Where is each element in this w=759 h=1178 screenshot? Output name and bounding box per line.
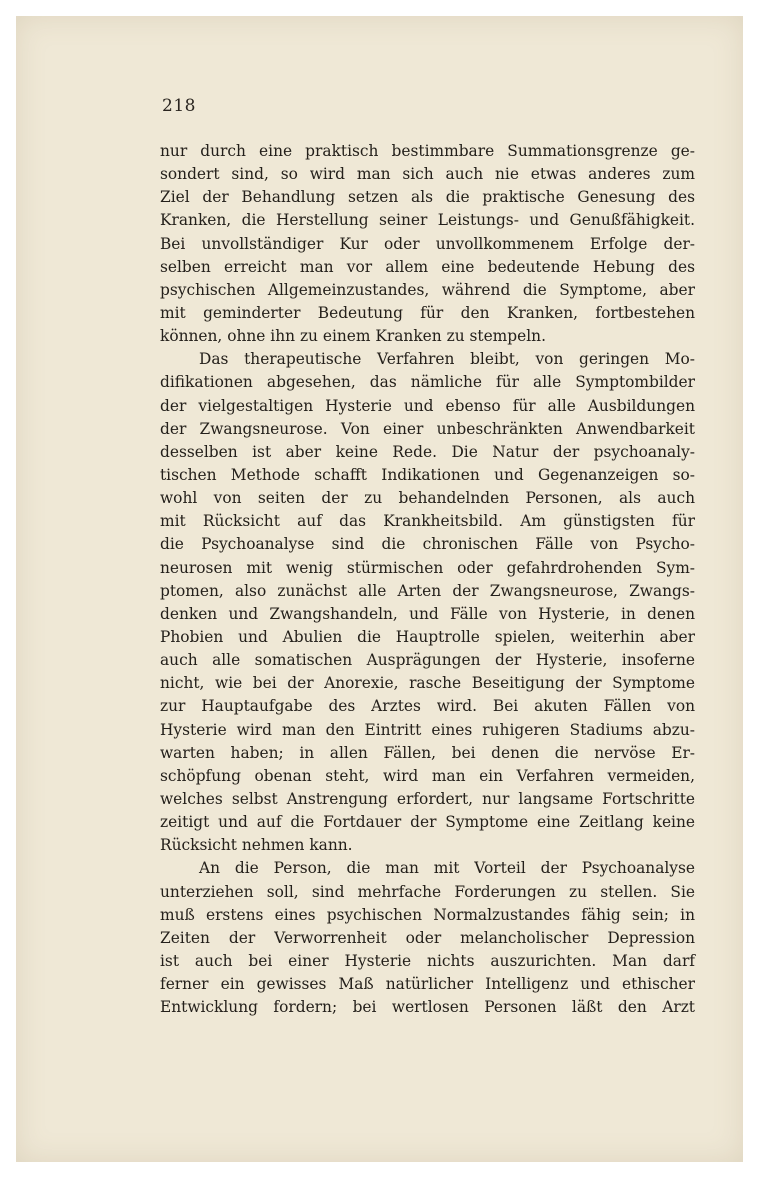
- text-line: Hysterie wird man den Eintritt eines ruhigeren Stadiums abzu-: [160, 720, 695, 739]
- text-line: Entwicklung fordern; bei wertlosen Personen läßt den Arzt: [160, 998, 695, 1017]
- text-line: muß erstens eines psychischen Normalzustandes fähig sein; in: [160, 905, 695, 924]
- text-line: die Psychoanalyse sind die chronischen Fälle von Psycho-: [160, 535, 695, 554]
- text-line: tischen Methode schafft Indikationen und Gegenanzeigen so-: [160, 465, 695, 484]
- text-line: ptomen, also zunächst alle Arten der Zwangsneurose, Zwangs-: [160, 581, 695, 600]
- text-line: ist auch bei einer Hysterie nichts auszurichten. Man darf: [160, 951, 695, 970]
- text-line: Das therapeutische Verfahren bleibt, von geringen Mo-: [199, 350, 695, 369]
- text-line: Ziel der Behandlung setzen als die praktische Genesung des: [160, 188, 695, 207]
- text-line: desselben ist aber keine Rede. Die Natur der psychoanaly-: [160, 442, 695, 461]
- text-line: sondert sind, so wird man sich auch nie etwas anderes zum: [160, 165, 695, 184]
- text-line: psychischen Allgemeinzustandes, während die Symptome, aber: [160, 280, 695, 299]
- body-text: [160, 140, 695, 1019]
- text-line: difikationen abgesehen, das nämliche für alle Symptombilder: [160, 373, 695, 392]
- text-line: welches selbst Anstrengung erfordert, nur langsame Fortschritte: [160, 789, 695, 808]
- text-line: selben erreicht man vor allem eine bedeutende Hebung des: [160, 257, 695, 276]
- text-line: An die Person, die man mit Vorteil der Psychoanalyse: [199, 859, 695, 878]
- text-line: Phobien und Abulien die Hauptrolle spielen, weiterhin aber: [160, 627, 695, 646]
- text-line: der vielgestaltigen Hysterie und ebenso für alle Ausbildungen: [160, 396, 695, 415]
- text-line: nur durch eine praktisch bestimmbare Summationsgrenze ge-: [160, 142, 695, 160]
- text-line: zeitigt und auf die Fortdauer der Symptome eine Zeitlang keine: [160, 813, 695, 832]
- page-number: 218: [162, 96, 196, 116]
- text-line: warten haben; in allen Fällen, bei denen die nervöse Er-: [160, 743, 695, 762]
- text-line: zur Hauptaufgabe des Arztes wird. Bei akuten Fällen von: [160, 697, 695, 716]
- text-line: denken und Zwangshandeln, und Fälle von Hysterie, in denen: [160, 604, 695, 623]
- text-line: neurosen mit wenig stürmischen oder gefahrdrohenden Sym-: [160, 558, 695, 577]
- text-line: Kranken, die Herstellung seiner Leistungs- und Genußfähigkeit.: [160, 211, 695, 230]
- text-line: der Zwangsneurose. Von einer unbeschränkten Anwendbarkeit: [160, 419, 695, 438]
- text-line: ferner ein gewisses Maß natürlicher Intelligenz und ethischer: [160, 975, 695, 994]
- text-line: können, ohne ihn zu einem Kranken zu stempeln.: [160, 327, 546, 346]
- text-line: mit geminderter Bedeutung für den Kranken, fortbestehen: [160, 303, 695, 322]
- text-line: nicht, wie bei der Anorexie, rasche Beseitigung der Symptome: [160, 674, 695, 693]
- text-line: Zeiten der Verworrenheit oder melancholischer Depression: [160, 928, 695, 947]
- text-line: mit Rücksicht auf das Krankheitsbild. Am günstigsten für: [160, 512, 695, 531]
- text-line: Rücksicht nehmen kann.: [160, 836, 353, 855]
- text-line: auch alle somatischen Ausprägungen der Hysterie, insoferne: [160, 651, 695, 670]
- book-page: [16, 16, 743, 1162]
- text-line: unterziehen soll, sind mehrfache Forderungen zu stellen. Sie: [160, 882, 695, 901]
- text-line: wohl von seiten der zu behandelnden Personen, als auch: [160, 489, 695, 508]
- text-line: schöpfung obenan steht, wird man ein Verfahren vermeiden,: [160, 766, 695, 785]
- text-line: Bei unvollständiger Kur oder unvollkommenem Erfolge der-: [160, 234, 695, 253]
